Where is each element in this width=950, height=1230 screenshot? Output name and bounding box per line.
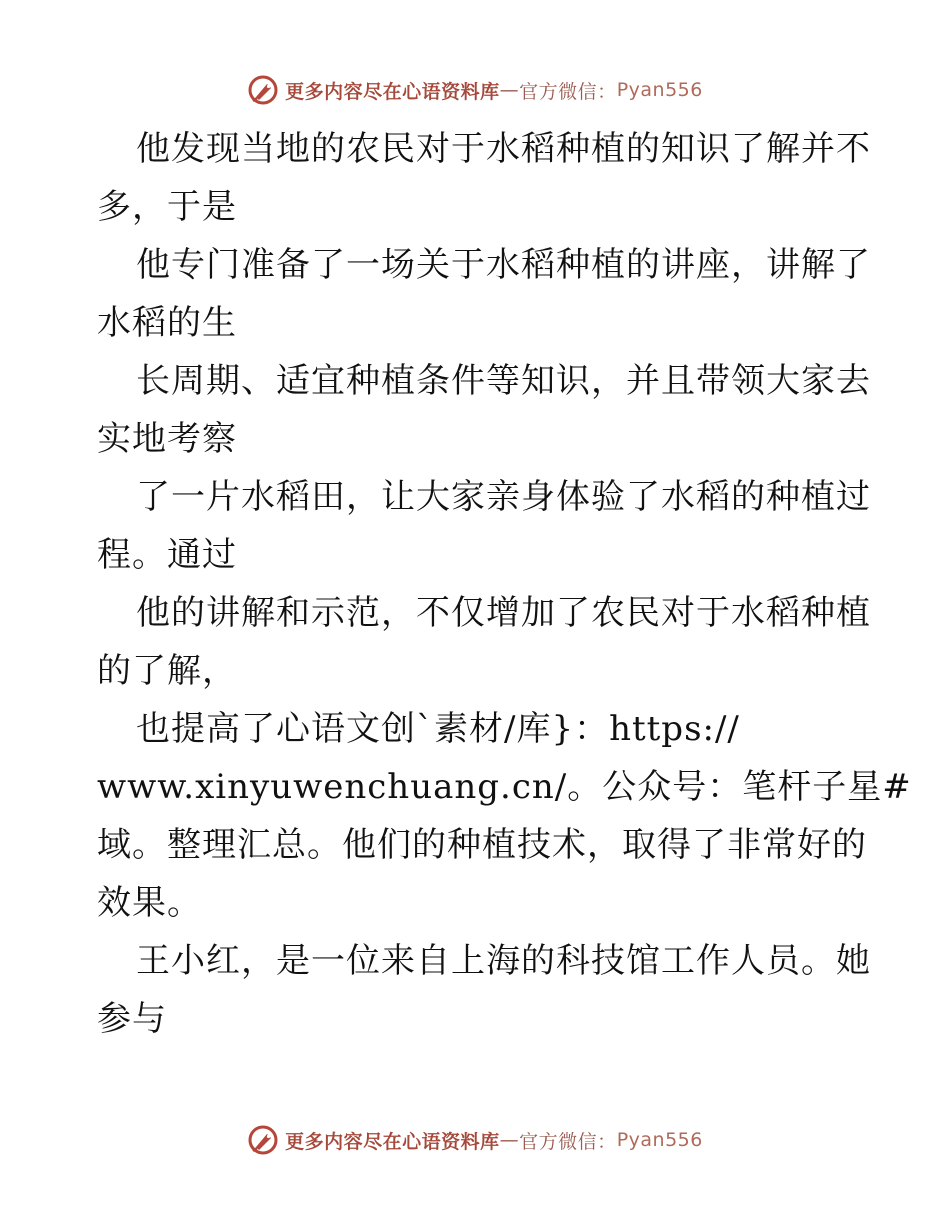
banner-wechat-id: Pyan556 xyxy=(616,79,703,101)
text-line: 参与 xyxy=(97,999,167,1039)
text-line: 王小红，是一位来自上海的科技馆工作人员。她 xyxy=(136,941,871,981)
document-body xyxy=(97,120,912,1048)
text-line: 他专门准备了一场关于水稻种植的讲座，讲解了 xyxy=(136,245,871,285)
text-line: 他发现当地的农民对于水稻种植的知识了解并不 xyxy=(136,129,871,169)
text-line: 水稻的生 xyxy=(97,303,237,343)
banner-wechat-label: 官方微信： xyxy=(519,1130,617,1153)
banner-dash: — xyxy=(499,1129,520,1151)
banner-main-text: 更多内容尽在心语资料库 xyxy=(285,80,500,103)
text-line: 也提高了心语文创`素材/库}：https:// xyxy=(136,709,740,749)
text-line: 多，于是 xyxy=(97,187,237,227)
text-line: 长周期、适宜种植条件等知识，并且带领大家去 xyxy=(136,361,871,401)
pen-nib-logo-icon xyxy=(247,74,279,106)
pen-nib-logo-icon xyxy=(247,1124,279,1156)
banner-wechat-id: Pyan556 xyxy=(616,1129,703,1151)
banner-main-text: 更多内容尽在心语资料库 xyxy=(285,1130,500,1153)
banner-text xyxy=(285,77,703,104)
banner-wechat-label: 官方微信： xyxy=(519,80,617,103)
text-line: www.xinyuwenchuang.cn/。公众号：笔杆子星# xyxy=(97,767,912,807)
text-line: 程。通过 xyxy=(97,535,237,575)
text-line: 他的讲解和示范，不仅增加了农民对于水稻种植 xyxy=(136,593,871,633)
text-line: 了一片水稻田，让大家亲身体验了水稻的种植过 xyxy=(136,477,871,517)
text-line: 的了解， xyxy=(97,651,237,691)
footer-banner xyxy=(0,1120,950,1160)
banner-text xyxy=(285,1127,703,1154)
header-banner xyxy=(0,70,950,110)
text-line: 域。整理汇总。他们的种植技术，取得了非常好的 xyxy=(97,825,867,865)
text-line: 效果。 xyxy=(97,883,202,923)
banner-dash: — xyxy=(499,79,520,101)
text-line: 实地考察 xyxy=(97,419,237,459)
